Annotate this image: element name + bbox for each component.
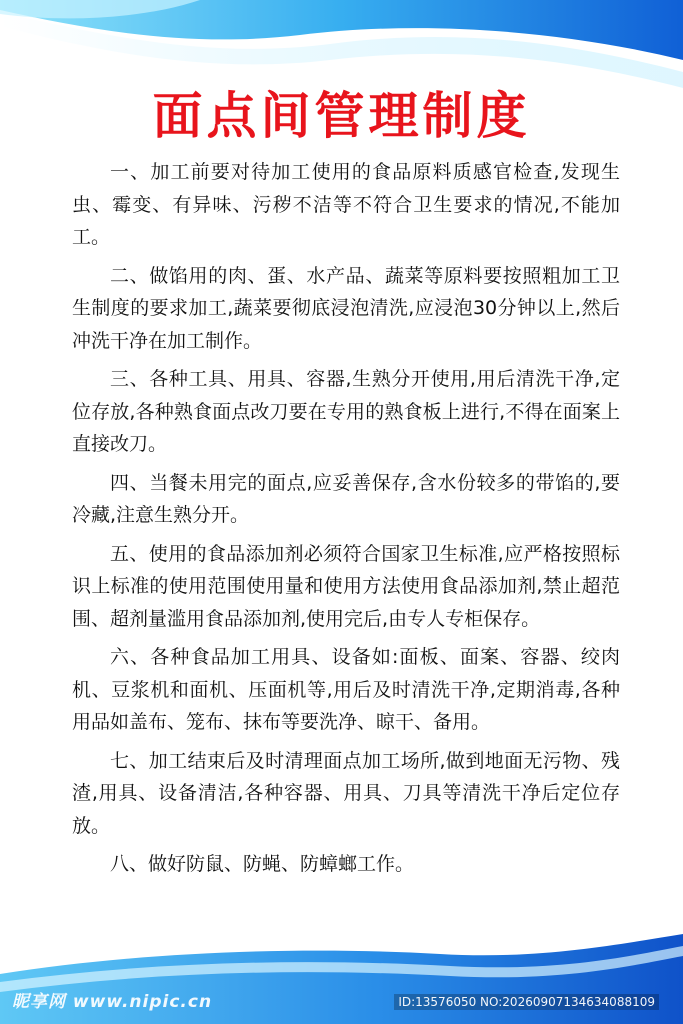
rule-6: 六、各种食品加工用具、设备如:面板、面案、容器、绞肉机、豆浆机和面机、压面机等,用后及时清洗干净,定期消毒,各种用品如盖布、笼布、抹布等要洗净、晾干、备用。 [72, 646, 620, 733]
rule-1: 一、加工前要对待加工使用的食品原料质感官检查,发现生虫、霉变、有异味、污秽不洁等不符合卫生要求的情况,不能加工。 [72, 161, 620, 248]
watermark-id: ID:13576050 NO:20260907134634088109 [394, 994, 659, 1010]
page-title: 面点间管理制度 [152, 87, 531, 145]
rule-5: 五、使用的食品添加剂必须符合国家卫生标准,应严格按照标识上标准的使用范围使用量和使用方法使用食品添加剂,禁止超范围、超剂量滥用食品添加剂,使用完后,由专人专柜保存。 [72, 542, 620, 630]
rule-8: 八、做好防鼠、防蝇、防蟑螂工作。 [110, 853, 415, 875]
watermark-logo: 昵享网 www.nipic.cn [12, 992, 213, 1012]
rule-4: 四、当餐未用完的面点,应妥善保存,含水份较多的带馅的,要冷藏,注意生熟分开。 [72, 471, 620, 526]
rules-list [72, 156, 620, 887]
rule-3: 三、各种工具、用具、容器,生熟分开使用,用后清洗干净,定位存放,各种熟食面点改刀要在专用的熟食板上进行,不得在面案上直接改刀。 [72, 368, 620, 455]
rule-2: 二、做馅用的肉、蛋、水产品、蔬菜等原料要按照粗加工卫生制度的要求加工,蔬菜要彻底浸泡清洗,应浸泡30分钟以上,然后冲洗干净在加工制作。 [72, 264, 620, 352]
rule-7: 七、加工结束后及时清理面点加工场所,做到地面无污物、残渣,用具、设备清洁,各种容器、用具、刀具等清洗干净后定位存放。 [72, 749, 620, 837]
